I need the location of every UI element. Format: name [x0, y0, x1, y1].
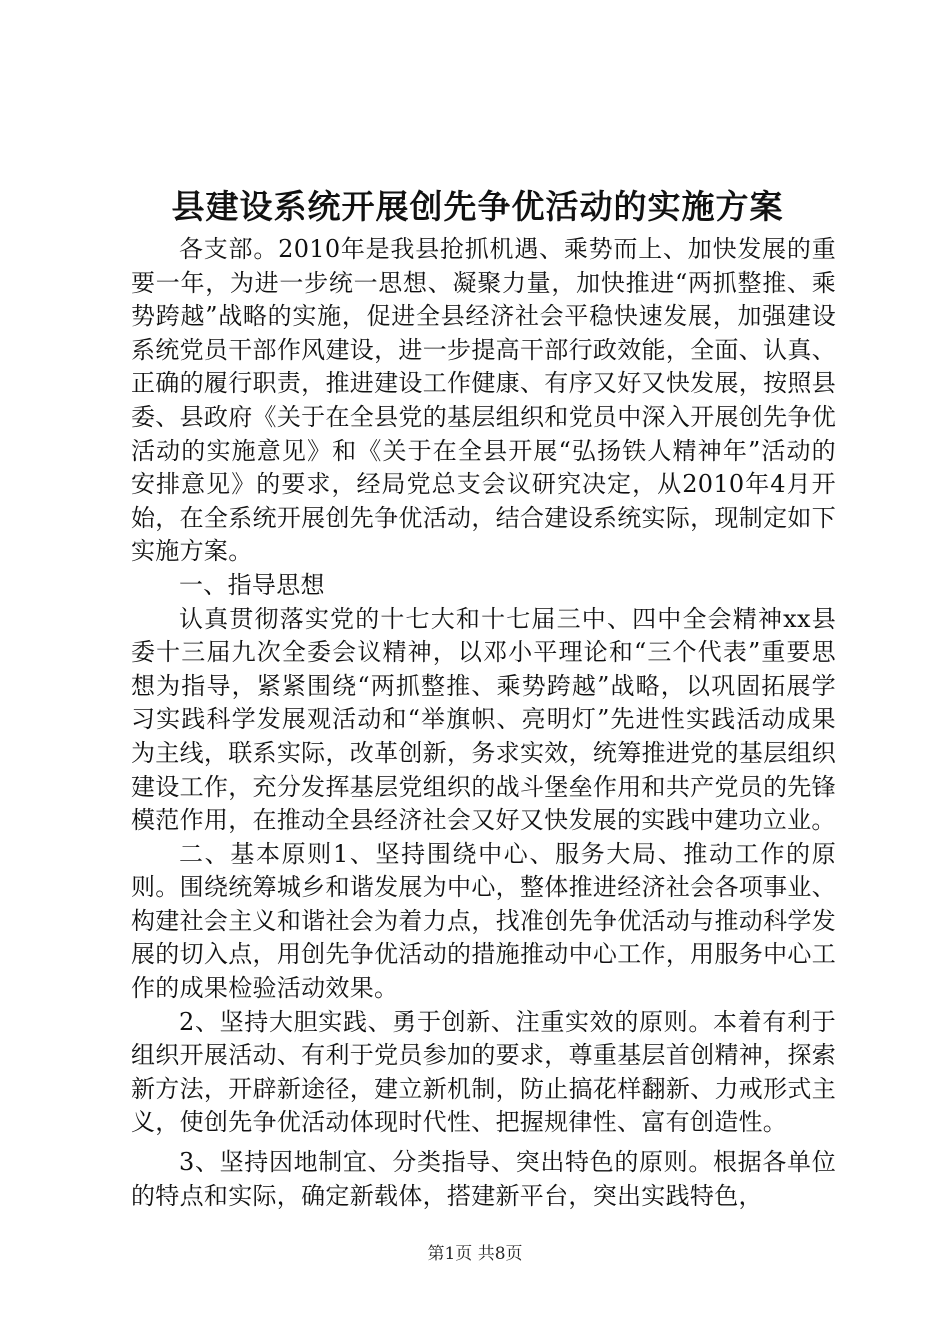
basic-principles-paragraph: 二、基本原则1、坚持围绕中心、服务大局、推动工作的原则。围绕统筹城乡和谐发展为中心，整体推进经济社会各项事业、构建社会主义和谐社会为着力点，找准创先争优活动与推动科学发展的切入点，用创先争优活动的措施推动中心工作，用服务中心工作的成果检验活动效果。 [131, 839, 836, 1003]
page-footer: 第1页 共8页 [427, 1244, 523, 1264]
principle-2-paragraph: 2、坚持大胆实践、勇于创新、注重实效的原则。本着有利于组织开展活动、有利于党员参加的要求，尊重基层首创精神，探索新方法，开辟新途径，建立新机制，防止搞花样翻新、力戒形式主义，使创先争优活动体现时代性、把握规律性、富有创造性。 [131, 1007, 836, 1137]
intro-paragraph: 各支部。2010年是我县抢抓机遇、乘势而上、加快发展的重要一年，为进一步统一思想、凝聚力量，加快推进“两抓整推、乘势跨越”战略的实施，促进全县经济社会平稳快速发展，加强建设系统党员干部作风建设，进一步提高干部行政效能，全面、认真、正确的履行职责，推进建设工作健康、有序又好又快发展，按照县委、县政府《关于在全县党的基层组织和党员中深入开展创先争优活动的实施意见》和《关于在全县开展“弘扬铁人精神年”活动的安排意见》的要求，经局党总支会议研究决定，从2010年4月开始，在全系统开展创先争优活动，结合建设系统实际，现制定如下实施方案。 [131, 235, 836, 566]
section-heading-guiding-thought: 一、指导思想 [179, 570, 325, 599]
guiding-thought-paragraph: 认真贯彻落实党的十七大和十七届三中、四中全会精神xx县委十三届九次全委会议精神，以邓小平理论和“三个代表”重要思想为指导，紧紧围绕“两抓整推、乘势跨越”战略，以巩固拓展学习实践科学发展观活动和“举旗帜、亮明灯”先进性实践活动成果为主线，联系实际，改革创新，务求实效，统筹推进党的基层组织建设工作，充分发挥基层党组织的战斗堡垒作用和共产党员的先锋模范作用，在推动全县经济社会又好又快发展的实践中建功立业。 [131, 604, 836, 835]
document-title: 县建设系统开展创先争优活动的实施方案 [171, 187, 784, 226]
principle-3-paragraph: 3、坚持因地制宜、分类指导、突出特色的原则。根据各单位的特点和实际，确定新载体，搭建新平台，突出实践特色， [131, 1148, 836, 1210]
document-page [131, 185, 836, 1213]
